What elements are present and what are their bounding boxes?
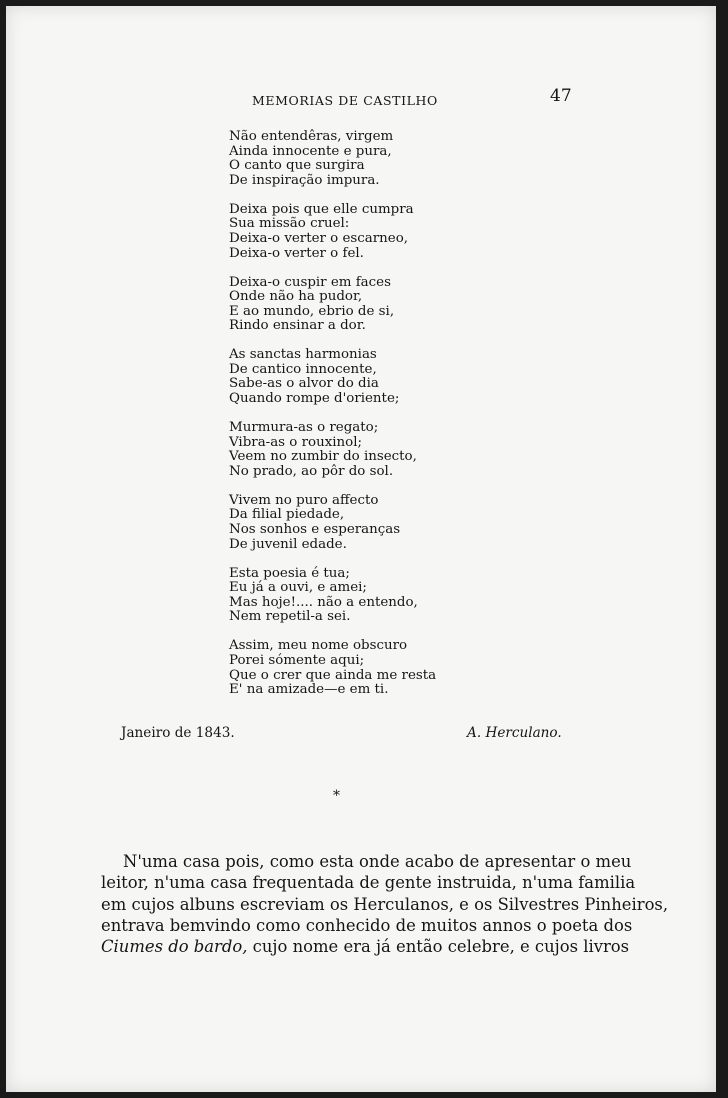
prose-line-rest: cujo nome era já então celebre, e cujos livros <box>252 937 630 957</box>
poem-stanza <box>229 421 469 479</box>
verse-line: Vibra-as o rouxinol; <box>229 434 363 450</box>
book-page <box>6 6 716 1092</box>
verse-line: Vivem no puro affecto <box>229 492 379 508</box>
verse-line: Rindo ensinar a dor. <box>229 318 366 334</box>
verse-line: Deixa-o verter o escarneo, <box>229 230 409 246</box>
prose-line: leitor, n'uma casa frequentada de gente instruida, n'uma familia <box>101 873 636 893</box>
verse-line: Nos sonhos e esperanças <box>229 522 401 538</box>
verse-line: Esta poesia é tua; <box>229 565 350 581</box>
verse-line: Deixa-o verter o fel. <box>229 245 364 261</box>
verse-line: De juvenil edade. <box>229 536 347 552</box>
poem-stanza <box>229 639 469 697</box>
verse-line: Não entendêras, virgem <box>229 129 394 144</box>
poem-stanza <box>229 567 469 625</box>
poem-date: Janeiro de 1843. <box>121 725 235 741</box>
poem-stanza <box>229 348 469 406</box>
verse-line: Da filial piedade, <box>229 507 345 523</box>
poem-stanza <box>229 494 469 552</box>
verse-line: Veem no zumbir do insecto, <box>229 449 417 465</box>
running-head: MEMORIAS DE CASTILHO <box>252 93 438 108</box>
verse-line: Mas hoje!.... não a entendo, <box>229 594 418 610</box>
prose-line: em cujos albuns escreviam os Herculanos, e os Silvestres Pinheiros, <box>101 894 669 914</box>
verse-line: Deixa pois que elle cumpra <box>229 201 414 217</box>
section-separator-asterisk: * <box>333 788 340 804</box>
prose-line <box>101 936 630 957</box>
prose-paragraph <box>101 851 669 957</box>
verse-line: E' na amizade—e em ti. <box>229 682 389 698</box>
verse-line: O canto que surgira <box>229 158 365 174</box>
verse-line: Deixa-o cuspir em faces <box>229 274 391 290</box>
poem-stanza <box>229 130 469 188</box>
verse-line: Murmura-as o regato; <box>229 420 379 436</box>
verse-line: Nem repetil-a sei. <box>229 609 351 625</box>
verse-line: Porei sómente aqui; <box>229 652 365 668</box>
poem-stanza <box>229 276 469 334</box>
verse-line: No prado, ao pôr do sol. <box>229 463 394 479</box>
book-title-italic: Ciumes do bardo, <box>101 937 248 957</box>
verse-line: Sabe-as o alvor do dia <box>229 376 379 392</box>
poem-stanza <box>229 203 469 261</box>
prose-line: entrava bemvindo como conhecido de muitos annos o poeta dos <box>101 915 633 935</box>
verse-line: Ainda innocente e pura, <box>229 143 392 159</box>
verse-line: As sanctas harmonias <box>229 347 377 363</box>
poem <box>229 130 469 712</box>
verse-line: Assim, meu nome obscuro <box>229 638 408 654</box>
verse-line: Que o crer que ainda me resta <box>229 667 437 683</box>
verse-line: E ao mundo, ebrio de si, <box>229 303 395 319</box>
prose-line: N'uma casa pois, como esta onde acabo de apresentar o meu <box>123 852 632 871</box>
verse-line: De cantico innocente, <box>229 361 377 377</box>
poem-author: A. Herculano. <box>467 725 562 741</box>
verse-line: Eu já a ouvi, e amei; <box>229 580 367 596</box>
verse-line: Onde não ha pudor, <box>229 289 363 305</box>
page-number: 47 <box>550 86 572 106</box>
verse-line: De inspiração impura. <box>229 172 380 188</box>
verse-line: Sua missão cruel: <box>229 216 350 232</box>
verse-line: Quando rompe d'oriente; <box>229 391 400 407</box>
